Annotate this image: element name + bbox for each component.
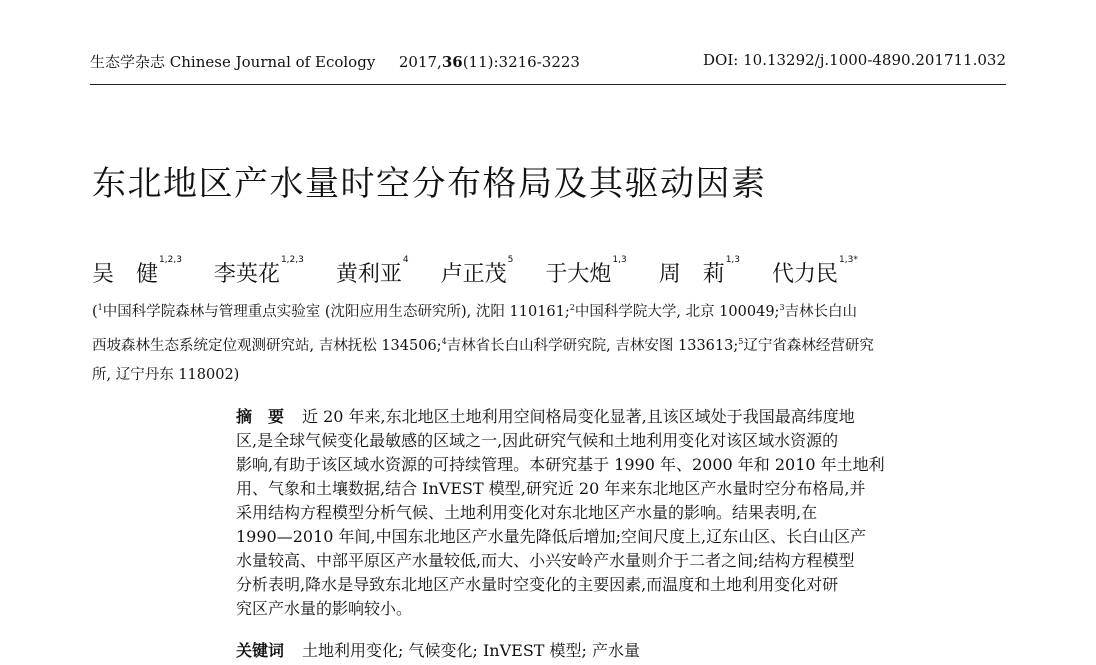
author: 于大炮$^{1,3}$ [545, 255, 627, 287]
abstract-line: 究区产水量的影响较小。 [236, 599, 413, 618]
journal-volume: 36 [441, 53, 463, 71]
author-list [92, 257, 883, 288]
author: 卢正茂$^5$ [440, 255, 514, 287]
affiliation-line: ($^1$中国科学院森林与管理重点实验室 (沈阳应用生态研究所), 沈阳 110161;$^2$中国科学院大学, 北京 100049;$^3$吉林长白山 [92, 303, 858, 320]
keywords [236, 639, 1008, 663]
affiliation-line: 所, 辽宁丹东 118002) [92, 366, 240, 383]
abstract-line: 分析表明,降水是导致东北地区产水量时空变化的主要因素,而温度和土地利用变化对研 [236, 575, 839, 594]
paper-title: 东北地区产水量时空分布格局及其驱动因素 [92, 164, 767, 204]
abstract-line: 采用结构方程模型分析气候、土地利用变化对东北地区产水量的影响。结果表明,在 [236, 503, 818, 522]
author: 周 莉$^{1,3}$ [658, 255, 741, 287]
author: 黄利亚$^4$ [335, 255, 409, 287]
journal-citation [90, 51, 580, 72]
author: 代力民$^{1,3*}$ [772, 255, 858, 287]
abstract [236, 405, 1008, 621]
keywords-label: 关键词 [236, 641, 285, 660]
affiliation-line: 西坡森林生态系统定位观测研究站, 吉林抚松 134506;$^4$吉林省长白山科学研究院, 吉林安图 133613;$^5$辽宁省森林经营研究 [92, 336, 874, 354]
abstract-line: 水量较高、中部平原区产水量较低,而大、小兴安岭产水量则介于二者之间;结构方程模型 [236, 551, 855, 570]
journal-name-en: Chinese Journal of Ecology [169, 53, 376, 71]
abstract-line: 用、气象和土壤数据,结合 InVEST 模型,研究近 20 年来东北地区产水量时空分布格局,并 [236, 479, 866, 498]
abstract-line: 1990—2010 年间,中国东北地区产水量先降低后增加;空间尺度上,辽东山区、长白山区产 [236, 527, 867, 546]
abstract-line: 区,是全球气候变化最敏感的区域之一,因此研究气候和土地利用变化对该区域水资源的 [236, 431, 839, 450]
keywords-text: 土地利用变化; 气候变化; InVEST 模型; 产水量 [302, 641, 641, 660]
doi: DOI: 10.13292/j.1000-4890.201711.032 [703, 51, 1006, 69]
abstract-line: 影响,有助于该区域水资源的可持续管理。本研究基于 1990 年、2000 年和 2010 年土地利 [236, 455, 885, 474]
abstract-label: 摘 要 [236, 407, 285, 426]
journal-year: 2017, [398, 53, 442, 71]
affiliations [92, 293, 1008, 390]
author: 李英花$^{1,2,3}$ [213, 255, 304, 287]
author: 吴 健$^{1,2,3}$ [92, 255, 182, 287]
journal-issue-pages: (11):3216-3223 [462, 53, 580, 71]
abstract-line: 摘 要 近 20 年来,东北地区土地利用空间格局变化显著,且该区域处于我国最高纬度地 [236, 407, 855, 426]
header-rule [90, 84, 1006, 85]
journal-header [90, 51, 1006, 73]
journal-name-cn: 生态学杂志 [90, 53, 166, 71]
